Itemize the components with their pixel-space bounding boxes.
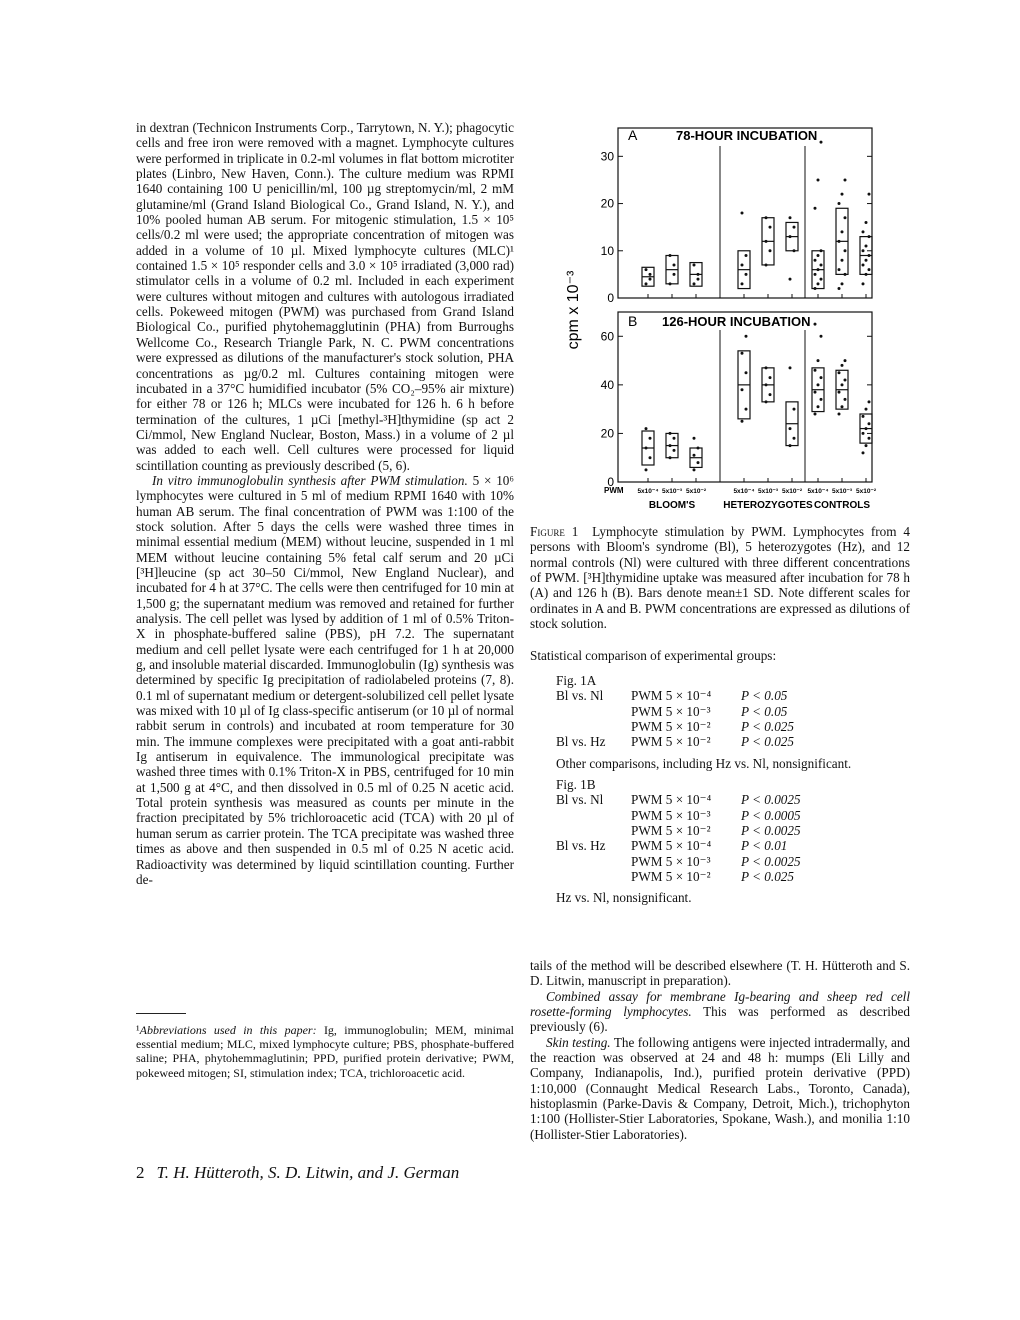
panel-b-data-point [793,437,796,440]
stats-p: P < 0.0025 [741,792,801,808]
dilution-label: 5x10⁻³ [757,488,779,495]
stats-cmp: Bl vs. Hz [556,838,606,854]
panel-a-data-point [865,245,868,248]
stats-p: P < 0.025 [741,719,794,735]
panel-a-data-point [645,282,648,285]
panel-a-data-point [865,259,868,262]
panel-a-data-point [868,254,871,257]
panel-a-data-point [814,207,817,210]
panel-b-data-point [789,366,792,369]
panel-b-frame [618,312,872,482]
panel-b-data-point [645,447,648,450]
panel-b-data-point [841,405,844,408]
panel-b-data-point [820,376,823,379]
panel-b-data-point [814,369,817,372]
page-footer [136,1163,459,1183]
caption-text: Lymphocyte stimulation by PWM. Lymphocytes from 4 persons with Bloom's syndrome (Bl), 5 heterozygotes (Hz), and 12 normal controls (Nl) were cultured with three different concentrations of PWM. [³H]thymidine uptake was measured after incubation for 78 h (A) and 126 h (B). Bars denote mean±1 SD. Note different scales for ordinates in A and B. PWM concentrations are expressed as dilutions of stock solution. [530,524,910,632]
panel-a-data-point [841,193,844,196]
stats-pwm: PWM 5 × 10⁻⁴ [631,688,712,704]
panel-a-data-point [789,235,792,238]
panel-b-data-point [838,371,841,374]
panel-b-data-point [649,437,652,440]
panel-b-y-tick-label: 0 [607,475,614,489]
panel-b-data-point [817,383,820,386]
right-column [530,958,910,1142]
panel-a-data-point [669,254,672,257]
panel-b-data-point [862,451,865,454]
panel-b-data-point [741,388,744,391]
panel-b-data-point [745,371,748,374]
stats-fig-a-note: Other comparisons, including Hz vs. Nl, nonsignificant. [556,755,852,771]
panel-a-data-point [765,216,768,219]
footnote [136,1023,514,1080]
panel-b-data-point [838,413,841,416]
panel-a-data-point [868,235,871,238]
pwm-axis-label: PWM [604,486,624,495]
panel-a-data-point [741,212,744,215]
panel-a-data-point [814,287,817,290]
stats-fig-b-note: Hz vs. Nl, nonsignificant. [556,890,692,906]
panel-b-data-point [868,422,871,425]
panel-a-data-point [841,282,844,285]
panel-a-data-point [745,273,748,276]
panel-a-data-point [838,287,841,290]
figure-1-chart [556,100,896,520]
group-label: CONTROLS [813,500,871,511]
left-column [136,120,514,887]
panel-b-data-point [745,408,748,411]
panel-b-data-point [765,383,768,386]
panel-b-data-point [814,323,817,326]
panel-b-data-point [649,456,652,459]
panel-a-data-point [669,282,672,285]
dilution-label: 5x10⁻³ [831,488,853,495]
stats-pwm: PWM 5 × 10⁻² [631,734,711,750]
panel-b-data-point [844,398,847,401]
figure-caption [530,524,910,631]
panel-b-data-point [697,447,700,450]
panel-b-data-point [789,427,792,430]
panel-a-data-point [789,278,792,281]
panel-b-y-tick-label: 20 [600,426,614,441]
panel-b-data-point [814,391,817,394]
panel-b-data-point [817,359,820,362]
stats-row [556,734,851,749]
footnote-divider [136,1013,186,1014]
panel-b-y-tick-label: 40 [600,377,614,392]
panel-a-data-point [697,278,700,281]
methods-paragraph-3: tails of the method will be described elsewhere (T. H. Hütteroth and S. D. Litwin, manuscript in preparation). [530,958,910,989]
stats-p: P < 0.05 [741,703,788,719]
panel-a-frame [618,128,872,298]
panel-b-data-point [669,432,672,435]
panel-a-data-point [838,240,841,243]
stats-row [556,808,851,823]
panel-a-data-point [865,273,868,276]
panel-a-data-point [865,221,868,224]
panel-b-data-point [862,415,865,418]
methods-paragraph-4-body: This was performed as described previously (6). [530,1004,910,1035]
panel-b-data-point [693,468,696,471]
stats-row [556,869,851,884]
stats-pwm: PWM 5 × 10⁻⁴ [631,838,712,854]
panel-b-data-point [820,398,823,401]
panel-b-data-point [741,420,744,423]
x-axis-labels [637,488,876,511]
stats-fig-a-rows [556,688,851,749]
panel-a-data-point [789,216,792,219]
panel-a-data-point [820,278,823,281]
panel-a-data-point [741,282,744,285]
methods-paragraph-2 [136,473,514,887]
panel-a-data-point [697,273,700,276]
panel-a-data-point [765,263,768,266]
panel-a-data-point [844,216,847,219]
stats-pwm: PWM 5 × 10⁻³ [631,807,711,823]
panel-b-data-point [669,444,672,447]
panel-a-data-point [817,282,820,285]
panel-a-data-point [841,230,844,233]
panel-b-data-point [865,408,868,411]
panel-b-data-point [814,413,817,416]
panel-a-y-tick-label: 20 [600,196,614,211]
panel-b-data-point [765,366,768,369]
panel-b-data-point [745,335,748,338]
panel-a-data-point [844,273,847,276]
dilution-label: 5x10⁻⁴ [807,488,829,495]
stats-p: P < 0.0025 [741,853,801,869]
panel-a-data-point [765,240,768,243]
panel-a-data-point [844,178,847,181]
panel-a-data-point [814,273,817,276]
stats-cmp: Bl vs. Nl [556,688,604,704]
panel-a-data-point [649,278,652,281]
panel-a [601,127,872,305]
stats-fig-b-rows [556,792,851,884]
panel-a-data-point [862,230,865,233]
stats-pwm: PWM 5 × 10⁻² [631,719,711,735]
panel-b-data-point [693,437,696,440]
panel-a-data-point [673,263,676,266]
group-label: HETEROZYGOTES [723,500,813,511]
stats-pwm: PWM 5 × 10⁻² [631,869,711,885]
panel-b-data-point [841,364,844,367]
stats-pwm: PWM 5 × 10⁻² [631,823,711,839]
y-axis-label: cpm x 10⁻³ [565,270,582,350]
panel-a-data-point [820,263,823,266]
panel-a-data-point [645,268,648,271]
panel-a-data-point [817,268,820,271]
panel-b-data-point [868,437,871,440]
methods-paragraph-5-body: The following antigens were injected intradermally, and the reaction was observed at 24 and 48 h: mumps (Eli Lilly and Company, Indianapolis, Ind.), purified protein derivative (PPD) 1:10,000 (Connaught Medical Research Labs., Toronto, Canada), histoplasmin (Parke-Davis & Company, Detroit, Mich.), trichophyton 1:100 (Hollister-Stier Laboratories, Spokane, Wash.), and monilia 1:10 (Hollister-Stier Laboratories). [530,1034,911,1142]
stats-pwm: PWM 5 × 10⁻⁴ [631,792,712,808]
footnote-text: Ig, immunoglobulin; MEM, minimal essential medium; MLC, mixed lymphocyte culture; PBS, phosphate-buffered saline; PHA, phytohemmaglutinin; PPD, purified protein derivative; PWM, pokeweed mitogen; SI, stimulation index; TCA, trichloroacetic acid. [136,1023,515,1080]
panel-a-data-point [769,226,772,229]
stats-p: P < 0.025 [741,869,794,885]
panel-a-data-point [649,273,652,276]
panel-b-data-point [693,454,696,457]
section-heading-skin: Skin testing. [546,1034,611,1050]
panel-a-title: 78-HOUR INCUBATION [676,128,818,143]
panel-b-data-point [844,379,847,382]
panel-b-data-point [841,383,844,386]
stats-p: P < 0.0005 [741,807,801,823]
panel-a-data-point [769,249,772,252]
dilution-label: 5x10⁻⁴ [733,488,755,495]
panel-a-data-point [844,249,847,252]
stats-fig-a-label: Fig. 1A [556,673,597,688]
panel-a-letter: A [628,127,638,143]
dilution-label: 5x10⁻² [781,488,803,495]
stats-table [556,673,851,906]
methods-paragraph-4 [530,989,910,1035]
panel-b-data-point [862,432,865,435]
panel-b-data-point [769,393,772,396]
panel-a-data-point [868,268,871,271]
panel-b-data-point [673,437,676,440]
running-authors: T. H. Hütteroth, S. D. Litwin, and J. German [156,1163,460,1182]
stats-intro: Statistical comparison of experimental groups: [530,648,777,663]
methods-paragraph-5 [530,1035,910,1142]
stats-p: P < 0.0025 [741,823,801,839]
group-label: BLOOM'S [648,500,696,511]
panel-a-data-point [814,259,817,262]
panel-a-data-point [820,249,823,252]
panel-a-data-point [838,202,841,205]
section-heading-ig-synthesis: In vitro immunoglobulin synthesis after PWM stimulation. [152,472,468,488]
panel-b-letter: B [628,313,638,329]
panel-a-data-point [862,263,865,266]
panel-a-data-point [862,249,865,252]
panel-a-data-point [868,193,871,196]
panel-b-data-point [820,335,823,338]
stats-fig-b-label: Fig. 1B [556,777,596,793]
stats-row [556,823,851,838]
stats-row [556,854,851,869]
page-number: 2 [136,1163,145,1182]
stats-p: P < 0.05 [741,688,788,704]
panel-b-data-point [765,400,768,403]
stats-row [556,688,851,703]
methods-paragraph-1: in dextran (Technicon Instruments Corp., Tarrytown, N. Y.); phagocytic cells and free iron were removed with a magnet. Lymphocyte cultures were performed in triplicate in 0.2-ml volumes in flat bottom microtiter plates (Linbro, New Haven, Conn.). The culture medium was RPMI 1640 containing 100 U penicillin/ml, 100 µg streptomycin/ml, 2 mM glutamine/ml (Grand Island Biological Co., Grand Island, N. Y.), and 10% pooled human AB serum. For mitogenic stimulation, 1.5 × 10⁵ cells/0.2 ml were used; the appropriate concentration of mitogen was added in a volume of 10 µl. Mixed lymphocyte cultures (MLC)¹ contained 1.5 × 10⁵ responder cells and 3.0 × 10⁵ irradiated (3,000 rad) stimulator cells in a volume of 0.2 ml. Included in each experiment were cultures without mitogen and cultures with autologous irradiated cells. Pokeweed mitogen (PWM) was purchased from Grand Island Biological Co., purified phytohemagglutinin (PHA) from Burroughs Wellcome Co., Research Triangle Park, N. C. PWM concentrations were expressed as dilutions of the manufacturer's stock solution, PHA concentrations as µg/0.2 ml. Cultures containing mitogen were incubated in a 37°C humidified incubator (5% CO₂–95% air mixture) for either 78 or 126 h; MLCs were incubated for 126 h. 6 h before termination of the cultures, 1 µCi [methyl-³H]thymidine (sp act 2 Ci/mmol, New England Nuclear, Boston, Mass.) in a volume of 2 µl was added to each well. Cell cultures were processed for liquid scintillation counting as previously described (5, 6). [136,120,514,473]
panel-a-data-point [793,249,796,252]
panel-b-data-point [645,468,648,471]
panel-a-y-tick-label: 30 [600,149,614,164]
panel-a-data-point [793,226,796,229]
panel-a-data-point [741,263,744,266]
stats-cmp: Bl vs. Hz [556,734,606,750]
panel-b-data-point [838,391,841,394]
panel-b-data-point [844,359,847,362]
panel-b-data-point [865,427,868,430]
panel-a-data-point [841,259,844,262]
panel-a-data-point [820,141,823,144]
panel-b-data-point [669,456,672,459]
panel-a-data-point [693,282,696,285]
panel-b-y-tick-label: 60 [600,329,614,344]
panel-a-data-point [838,268,841,271]
dilution-label: 5x10⁻³ [661,488,683,495]
dilution-label: 5x10⁻² [855,488,877,495]
panel-b-data-point [741,352,744,355]
panel-b [601,312,872,489]
panel-b-data-point [865,444,868,447]
panel-b-data-point [673,449,676,452]
methods-paragraph-2-body: 5 × 10⁶ lymphocytes were cultured in 5 ml of medium RPMI 1640 with 10% human AB serum. The final concentration of PWM was 1:100 of the stock solution. After 5 days the cells were washed three times in minimal essential medium (MEM) without leucine, suspended in 1 ml MEM without leucine containing 5% fetal calf serum and 20 µCi [³H]leucine (sp act 30–50 Ci/mmol, New England Nuclear), and incubated for 4 h at 37°C. The cells were then centrifuged for 10 min at 1,500 g; the supernatant medium was removed and retained for further analysis. The cell pellet was lysed by addition of 1 ml of 0.5% Triton-X in phosphate-buffered saline (PBS), pH 7.2. The supernatant medium and cell pellet lysate were each centrifuged for 1 h at 20,000 g, and insoluble material discarded. Immunoglobulin (Ig) synthesis was determined by specific Ig precipitation of radiolabeled proteins (7, 8). 0.1 ml of supernatant medium or detergent-solubilized cell pellet lysate was mixed with 10 µl of Ig class-specific antiserum (or 10 µl of normal rabbit serum in controls) and incubated at room temperature for 30 min. The immune complexes were precipitated with a goat anti-rabbit Ig antiserum in equivalence. The immunological precipitate was washed three times with 0.1% Triton-X in PBS, centrifuged for 10 min at 1,500 g at 4°C, and then dissolved in 0.5 ml of 0.25 N acetic acid. Total protein synthesis was measured as counts per minute in the fraction precipitated by 5% trichloroacetic acid (TCA) with 20 µl of human serum as carrier protein. The TCA precipitate was washed three times as above and then suspended in 0.5 ml of 0.25 N acetic acid. Radioactivity was determined by liquid scintillation counting. Further de- [136,472,514,887]
panel-b-data-point [793,408,796,411]
caption-label: Figure 1 [530,524,579,539]
panel-a-data-point [817,254,820,257]
stats-row [556,792,851,807]
stats-p: P < 0.01 [741,838,788,854]
stats-row [556,719,851,734]
panel-b-data-point [868,400,871,403]
panel-b-data-point [697,461,700,464]
panel-a-y-tick-label: 10 [600,243,614,258]
panel-a-data-point [862,282,865,285]
panel-b-data-point [769,376,772,379]
stats-row [556,838,851,853]
footnote-label: Abbreviations used in this paper: [139,1023,317,1037]
dilution-label: 5x10⁻⁴ [637,488,659,495]
panel-b-data-point [817,405,820,408]
stats-row [556,704,851,719]
stats-cmp: Bl vs. Nl [556,792,604,808]
panel-b-title: 126-HOUR INCUBATION [662,314,811,329]
stats-pwm: PWM 5 × 10⁻³ [631,853,711,869]
panel-b-data-point [645,427,648,430]
panel-a-data-point [673,273,676,276]
panel-a-data-point [745,254,748,257]
section-heading-rosette: Combined assay for membrane Ig-bearing and sheep red cell rosette-forming lymphocytes. [530,988,910,1020]
panel-a-data-point [817,178,820,181]
stats-pwm: PWM 5 × 10⁻³ [631,703,711,719]
panel-a-data-point [693,263,696,266]
stats-p: P < 0.025 [741,734,794,750]
footnote-marker: ¹ [136,1023,140,1037]
panel-a-y-tick-label: 0 [607,291,614,305]
panel-b-data-point [789,444,792,447]
dilution-label: 5x10⁻² [685,488,707,495]
